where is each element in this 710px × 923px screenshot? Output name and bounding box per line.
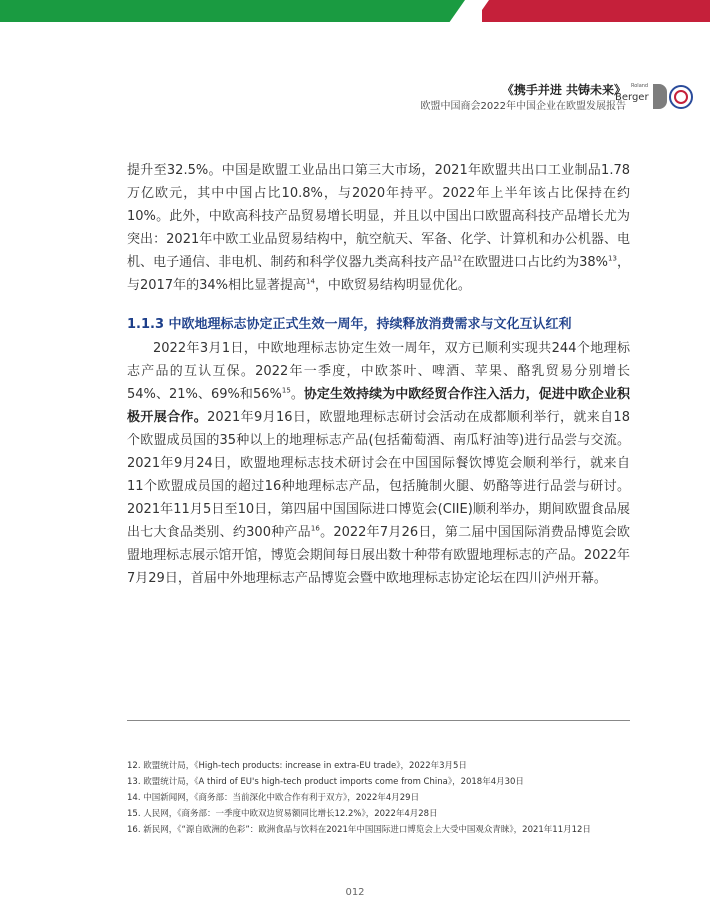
footnote-divider	[127, 720, 630, 721]
red-band	[482, 0, 710, 22]
footnote-13: 13. 欧盟统计局，《A third of EU's high-tech product imports come from China》，2018年4月30日	[127, 777, 524, 787]
page-number: 012	[345, 887, 365, 898]
bold-statement: 协定生效持续为中欧经贸合作注入活力，促进中欧企业积极开展合作。	[127, 387, 630, 426]
paragraph-gi-agreement: 2022年3月1日，中欧地理标志协定生效一周年，双方已顺利实现共244个地理标志产品的互认互保。2022年一季度，中欧茶叶、啤酒、苹果、酪乳贸易分别增长54%、21%、69%和56%$^{15}$。协定生效持续为中欧经贸合作注入活力，促进中欧企业积极开展合作。2021年9月16日，欧盟地理标志研讨会活动在成都顺利举行，就来自18个欧盟成员国的35种以上的地理标志产品(包括葡萄酒、南瓜籽油等)进行品尝与交流。2021年9月24日，欧盟地理标志技术研讨会在中国国际餐饮博览会顺利举行，就来自11个欧盟成员国的超过16种地理标志产品，包括腌制火腿、奶酪等进行品尝与研讨。2021年11月5日至10日，第四届中国国际进口博览会(CIIE)顺利举办，期间欧盟食品展出七大食品类别、约300种产品$^{16}$。2022年7月26日，第二届中国国际消费品博览会欧盟地理标志展示馆开馆，博览会期间每日展出数十种带有欧盟地理标志的产品。2022年7月29日，首届中外地理标志产品博览会暨中欧地理标志协定论坛在四川泸州开幕。	[127, 341, 630, 586]
report-subtitle: 欧盟中国商会2022年中国企业在欧盟发展报告	[420, 101, 626, 112]
roland-text: Roland	[631, 83, 649, 89]
berger-b-mark-icon	[653, 84, 667, 109]
paragraph-continued: 提升至32.5%。中国是欧盟工业品出口第三大市场，2021年欧盟共出口工业制品1.78万亿欧元，其中中国占比10.8%，与2020年持平。2022年上半年该占比保持在约10%。此外，中欧高科技产品贸易增长明显，并且以中国出口欧盟高科技产品增长尤为突出：2021年中欧工业品贸易结构中，航空航天、军备、化学、计算机和办公机器、电机、电子通信、非电机、制药和科学仪器九类高科技产品$^{12}$在欧盟进口占比约为38%$^{13}$，与2017年的34%相比显著提高$^{14}$，中欧贸易结构明显优化。	[127, 163, 630, 293]
footnote-ref-15: 15	[281, 386, 291, 395]
footnote-ref-12: 12	[452, 254, 462, 263]
top-color-bar	[0, 0, 710, 22]
footnote-ref-16: 16	[310, 524, 320, 533]
logo-group	[615, 83, 681, 113]
footnote-15: 15. 人民网，《商务部：一季度中欧双边贸易额同比增长12.2%》，2022年4月28日	[127, 809, 438, 819]
report-title: 《携手并进 共铸未来》	[501, 83, 626, 97]
chamber-seal-icon	[669, 85, 693, 109]
footnote-14: 14. 中国新闻网，《商务部：当前深化中欧合作有利于双方》，2022年4月29日	[127, 793, 420, 803]
footnote-ref-13: 13	[608, 254, 617, 263]
footnotes	[127, 758, 630, 838]
page-header	[421, 82, 626, 114]
footnote-16: 16. 新民网，《“源自欧洲的色彩”：欧洲食品与饮料在2021年中国国际进口博览会上大受中国观众青睐》，2021年11月12日	[127, 825, 591, 835]
footnote-12: 12. 欧盟统计局，《High-tech products: increase in extra-EU trade》，2022年3月5日	[127, 761, 467, 771]
roland-berger-logo	[615, 83, 665, 111]
section-heading: 1.1.3 中欧地理标志协定正式生效一周年，持续释放消费需求与文化互认红利	[127, 317, 572, 333]
footnote-ref-14: 14	[305, 277, 315, 286]
main-content	[127, 160, 630, 590]
berger-text: Berger	[615, 92, 649, 103]
green-band	[0, 0, 465, 22]
